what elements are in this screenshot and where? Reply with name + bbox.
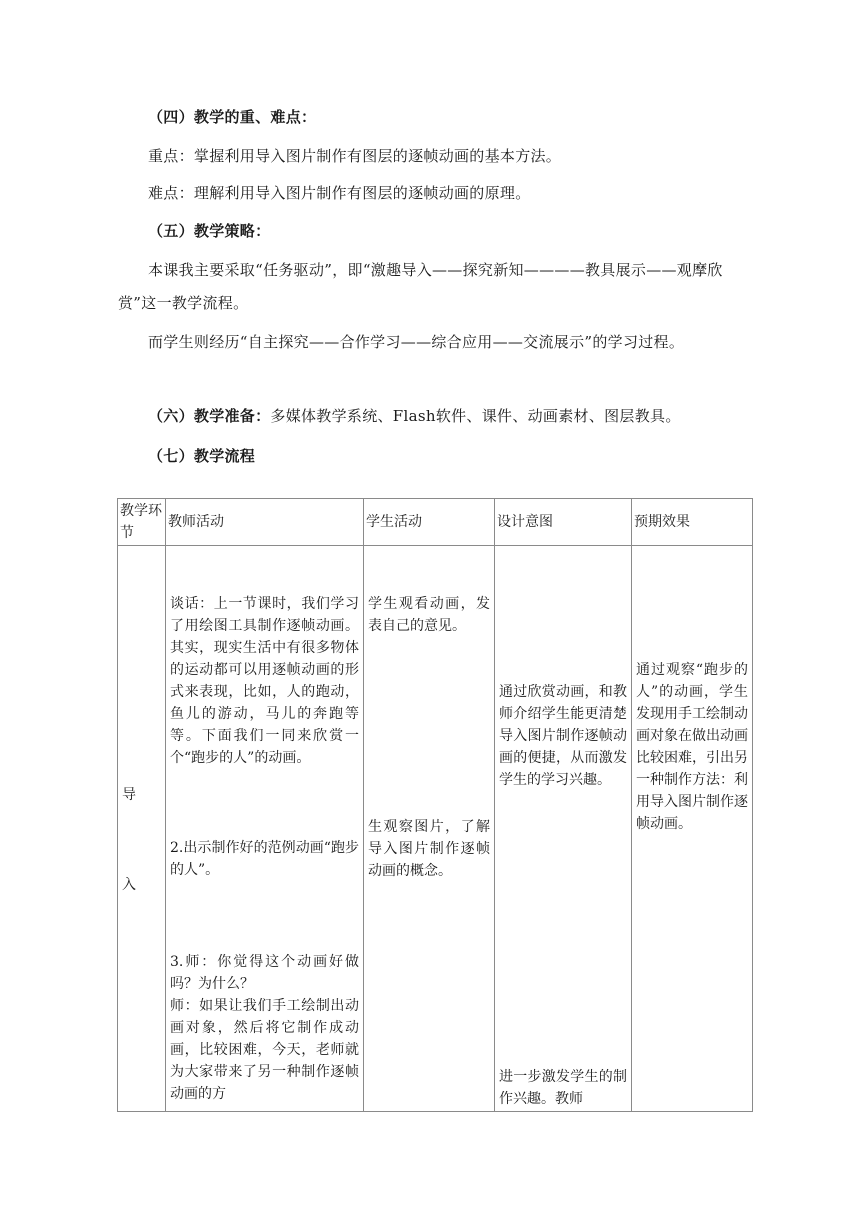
teacher-activity-1: 谈话：上一节课时，我们学习了用绘图工具制作逐帧动画。其实，现实生活中有很多物体的运动都可以用逐帧动画的形式来表现，比如，人的跑动，鱼儿的游动，马儿的奔跑等等。下面我们一同来欣赏一个“跑步的人”的动画。: [170, 596, 359, 766]
strategy-paragraph-1: 本课我主要采取“任务驱动”，即“激趣导入——探究新知————教具展示——观摩欣赏”这一教学流程。: [118, 261, 723, 312]
header-cell-effect: 预期效果: [632, 499, 753, 546]
teaching-flow-table: [117, 498, 753, 1112]
stage-cell: [118, 546, 166, 1112]
preparation-line: [118, 400, 748, 433]
student-activity-2: 生观察图片，了解导入图片制作逐帧动画的概念。: [368, 819, 490, 879]
section-heading-key-points: （四）教学的重、难点：: [148, 108, 317, 126]
teacher-activity-4: 师：如果让我们手工绘制出动画对象，然后将它制作成动画，比较困难，今天，老师就为大家带来了另一种制作逐帧动画的方: [170, 998, 359, 1102]
preparation-text: 多媒体教学系统、Flash软件、课件、动画素材、图层教具。: [270, 407, 681, 425]
stage-char-2: 入: [122, 877, 136, 893]
header-cell-teacher: 教师活动: [166, 499, 364, 546]
design-intent-2: 进一步激发学生的制作兴趣。教师: [499, 1069, 627, 1107]
design-intent-1: 通过欣赏动画，和教师介绍学生能更清楚导入图片制作逐帧动画的便捷，从而激发学生的学习兴趣。: [499, 684, 627, 788]
teacher-activity-3: 3.师：你觉得这个动画好做吗？为什么？: [170, 954, 359, 992]
difficulty-text: 难点：理解利用导入图片制作有图层的逐帧动画的原理。: [148, 184, 531, 202]
teacher-activity-cell: [166, 546, 364, 1112]
table-header-row: [118, 499, 753, 546]
section-heading-flow: （七）教学流程: [148, 447, 256, 465]
strategy-paragraph-2: 而学生则经历“自主探究——合作学习——综合应用——交流展示”的学习过程。: [148, 333, 685, 351]
design-intent-cell: [495, 546, 632, 1112]
teacher-activity-2: 2.出示制作好的范例动画“跑步的人”。: [170, 840, 359, 878]
section-heading-strategy: （五）教学策略：: [148, 222, 271, 240]
header-cell-stage: 教学环节: [118, 499, 166, 546]
student-activity-cell: [364, 546, 495, 1112]
student-activity-1: 学生观看动画，发表自己的意见。: [368, 596, 490, 634]
expected-effect-cell: [632, 546, 753, 1112]
stage-char-1: 导: [122, 787, 136, 803]
header-cell-design: 设计意图: [495, 499, 632, 546]
header-cell-student: 学生活动: [364, 499, 495, 546]
expected-effect-1: 通过观察“跑步的人”的动画，学生发现用手工绘制动画对象在做出动画比较困难，引出另一种制作方法：利用导入图片制作逐帧动画。: [636, 662, 748, 832]
section-heading-preparation: （六）教学准备：: [148, 407, 271, 425]
key-point-text: 重点：掌握利用导入图片制作有图层的逐帧动画的基本方法。: [148, 147, 562, 165]
table-row: [118, 546, 753, 1112]
